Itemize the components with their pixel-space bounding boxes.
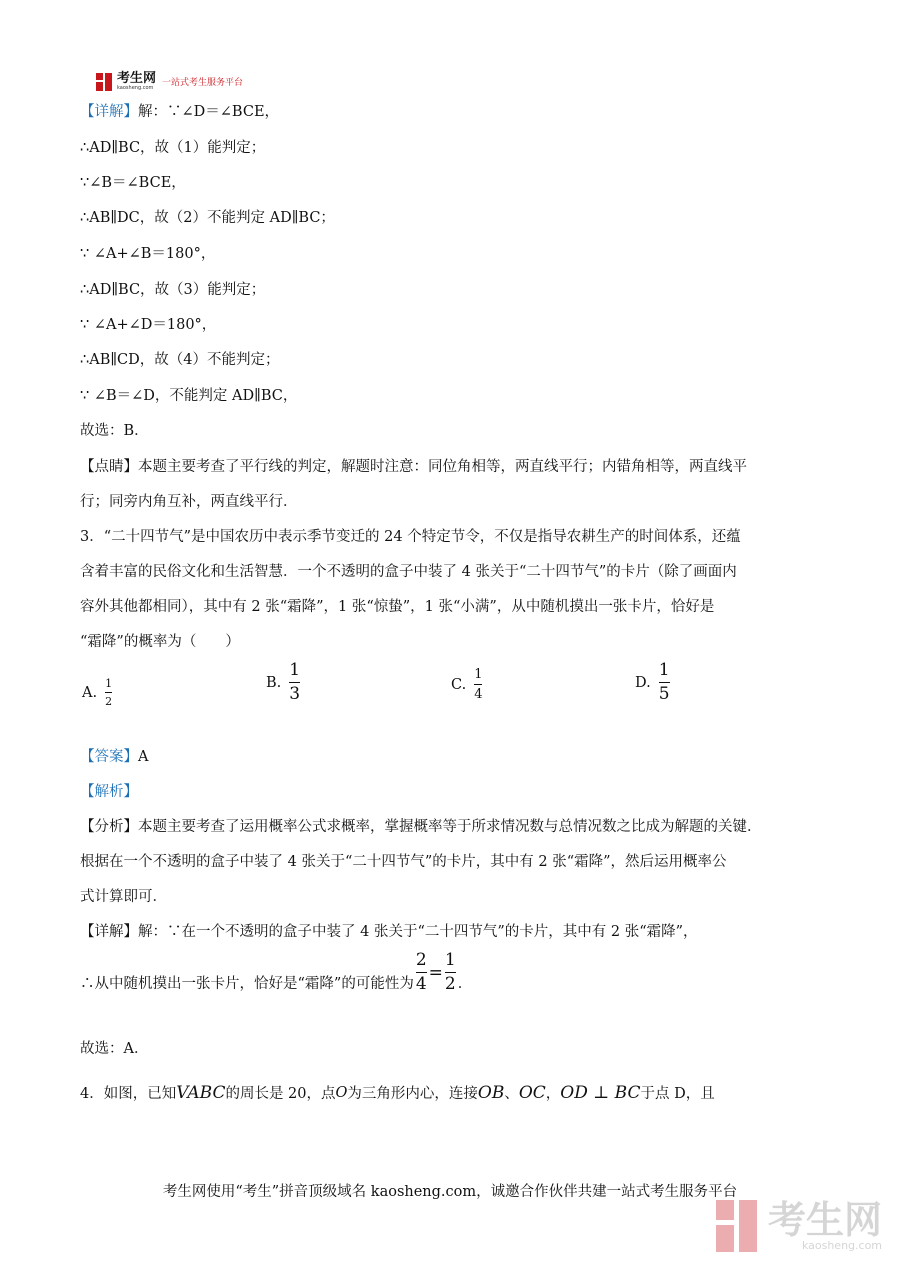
page-footer: 考生网使用“考生”拼音顶级域名 kaosheng.com，诚邀合作伙伴共建一站式考生服务平台 <box>162 1184 738 1200</box>
q2-line-8: ∴AB∥CD，故（4）不能判定； <box>80 352 280 368</box>
q2-remark-line-1: 【点睛】本题主要考查了平行线的判定，解题时注意：同位角相等，两直线平行；内错角相等，两直线平 <box>80 459 747 475</box>
q3-stem-line-4: “霜降”的概率为（ ） <box>80 634 240 650</box>
q3-fenxi-line-2: 根据在一个不透明的盒子中装了 4 张关于“二十四节气”的卡片，其中有 2 张“霜降”，然后运用概率公 <box>80 854 727 870</box>
header-logo <box>96 72 243 91</box>
q2-remark-line-2: 行；同旁内角互补，两直线平行． <box>80 494 298 510</box>
logo-icon <box>96 73 114 91</box>
q3-detail-line-2: ∴从中随机摸出一张卡片，恰好是“霜降”的可能性为 $\frac{2}{4}$ = $\frac{1}{2}$ ． <box>80 950 473 994</box>
q2-line-9: ∵ ∠B＝∠D，不能判定 AD∥BC， <box>80 388 298 404</box>
q3-select: 故选：A． <box>80 1041 149 1057</box>
q2-line-4: ∴AB∥DC，故（2）不能判定 AD∥BC； <box>80 210 335 226</box>
choice-b: B. $\frac{1}{3}$ <box>266 660 301 704</box>
choice-a: A. $\frac{1}{2}$ <box>82 677 113 708</box>
header-slogan: 一站式考生服务平台 <box>162 78 244 88</box>
watermark-icon <box>716 1200 760 1252</box>
q3-stem-line-3: 容外其他都相同），其中有 2 张“霜降”，1 张“惊蛰”，1 张“小满”，从中随机摸出一张卡片，恰好是 <box>80 599 715 615</box>
q3-stem-line-1: 3．“二十四节气”是中国农历中表示季节变迁的 24 个特定节令，不仅是指导农耕生产的时间体系，还蕴 <box>80 529 741 545</box>
q3-fenxi-line-1: 【分析】本题主要考查了运用概率公式求概率，掌握概率等于所求情况数与总情况数之比成为解题的关键． <box>80 819 762 835</box>
choice-c: C. $\frac{1}{4}$ <box>451 667 483 702</box>
q2-line-7: ∵ ∠A+∠D＝180°， <box>80 317 217 333</box>
q4-stem: 4．如图，已知 VABC 的周长是 20，点 O 为三角形内心，连接 OB 、 OC ， OD ⊥ BC 于点 D，且 <box>80 1082 715 1103</box>
fraction-2-4: $\frac{2}{4}$ <box>415 950 427 994</box>
q2-line-5: ∵ ∠A+∠B＝180°， <box>80 246 216 262</box>
logo-name: 考生网 <box>117 71 157 86</box>
q3-detail-line-1: 【详解】解：∵在一个不透明的盒子中装了 4 张关于“二十四节气”的卡片，其中有 2 张“霜降”， <box>80 924 698 940</box>
q3-analysis-tag: 【解析】 <box>80 784 138 800</box>
choice-d: D. $\frac{1}{5}$ <box>635 660 670 704</box>
watermark-name: 考生网 <box>768 1197 883 1242</box>
q2-line-6: ∴AD∥BC，故（3）能判定； <box>80 282 266 298</box>
q2-line-3: ∵∠B＝∠BCE， <box>80 175 186 191</box>
q3-stem-line-2: 含着丰富的民俗文化和生活智慧．一个不透明的盒子中装了 4 张关于“二十四节气”的卡片（除了画面内 <box>80 564 737 580</box>
watermark-domain: kaosheng.com <box>801 1238 883 1252</box>
q2-line-1: 【详解】解：∵∠D＝∠BCE， <box>80 104 280 120</box>
watermark-logo <box>716 1197 883 1252</box>
fraction-1-2: $\frac{1}{2}$ <box>444 950 456 994</box>
q3-fenxi-line-3: 式计算即可． <box>80 889 167 905</box>
q3-answer: 【答案】A <box>80 749 149 765</box>
logo-domain: kaosheng.com <box>117 85 154 91</box>
q2-line-2: ∴AD∥BC，故（1）能判定； <box>80 140 266 156</box>
q2-line-10: 故选：B． <box>80 423 149 439</box>
